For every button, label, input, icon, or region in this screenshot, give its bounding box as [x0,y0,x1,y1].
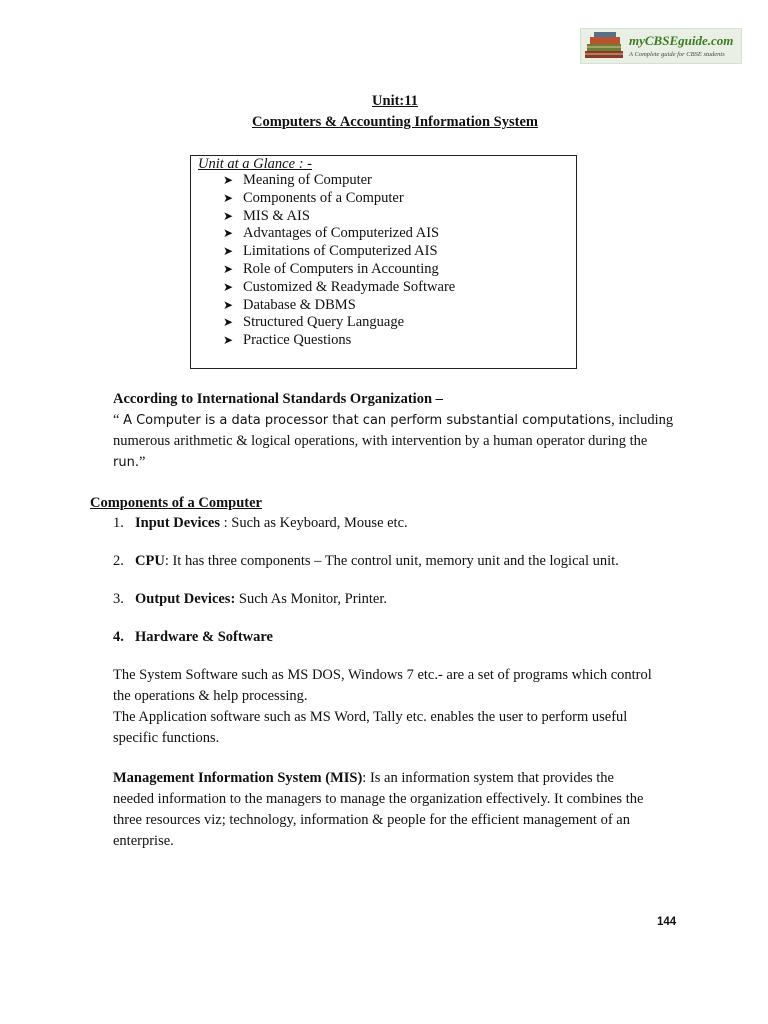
glance-list-item [223,208,455,226]
glance-list-item [223,225,455,243]
arrow-bullet-icon: ➤ [223,279,234,294]
glance-list-item [223,243,455,261]
page-number: 144 [657,916,677,928]
glance-item-text: Structured Query Language [243,314,405,331]
arrow-bullet-icon: ➤ [223,261,234,276]
software-line-2: the operations & help processing. [113,688,308,704]
glance-item-text: Components of a Computer [243,189,404,206]
arrow-bullet-icon: ➤ [223,226,234,241]
glance-list-item [223,172,455,190]
unit-at-a-glance-box [190,155,577,369]
iso-quote-line-2: numerous arithmetic & logical operations, with intervention by a human operator during the [113,433,648,449]
glance-item-text: Limitations of Computerized AIS [243,243,438,260]
site-logo [580,28,742,64]
glance-list-item [223,261,455,279]
glance-list-item [223,279,455,297]
software-line-1: The System Software such as MS DOS, Windows 7 etc.- are a set of programs which control [113,667,652,683]
glance-list-item [223,332,455,350]
iso-quote-line-3: run.” [113,454,146,470]
logo-tagline: A Complete guide for CBSE students [629,51,725,58]
unit-title: Unit:11 [372,93,418,109]
arrow-bullet-icon: ➤ [223,315,234,330]
glance-list [223,172,455,350]
component-item-input: 1. Input Devices : Such as Keyboard, Mouse etc. [113,515,408,531]
arrow-bullet-icon: ➤ [223,244,234,259]
component-item-hardware-software: 4. Hardware & Software [113,629,273,645]
arrow-bullet-icon: ➤ [223,297,234,312]
glance-item-text: Practice Questions [243,332,352,349]
component-item-cpu: 2. CPU: It has three components – The control unit, memory unit and the logical unit. [113,553,619,569]
arrow-bullet-icon: ➤ [223,333,234,348]
glance-list-item [223,297,455,315]
mis-line-4: enterprise. [113,833,174,849]
unit-subtitle: Computers & Accounting Information System [252,114,538,130]
mis-line-3: three resources viz; technology, information & people for the efficient management of an [113,812,630,828]
books-icon [583,31,627,61]
arrow-bullet-icon: ➤ [223,208,234,223]
glance-item-text: Meaning of Computer [243,172,372,188]
iso-heading: According to International Standards Organization – [113,391,443,407]
mis-line-2: needed information to the managers to manage the organization effectively. It combines the [113,791,644,807]
glance-item-text: Customized & Readymade Software [243,278,456,295]
iso-quote-line-1: “ A Computer is a data processor that can perform substantial computations, including [113,412,674,428]
glance-item-text: Role of Computers in Accounting [243,260,439,277]
arrow-bullet-icon: ➤ [223,190,234,205]
logo-name: myCBSEguide.com [629,33,734,48]
mis-line-1: Management Information System (MIS): Is an information system that provides the [113,770,614,786]
component-item-output: 3. Output Devices: Such As Monitor, Printer. [113,591,387,607]
glance-item-text: MIS & AIS [243,207,310,224]
glance-item-text: Database & DBMS [243,296,356,313]
arrow-bullet-icon: ➤ [223,173,234,187]
glance-title: Unit at a Glance : - [198,156,312,172]
glance-list-item [223,190,455,208]
glance-list-item [223,314,455,332]
components-heading: Components of a Computer [90,495,262,511]
software-line-4: specific functions. [113,730,220,746]
glance-item-text: Advantages of Computerized AIS [243,225,440,242]
software-line-3: The Application software such as MS Word, Tally etc. enables the user to perform useful [113,709,628,725]
